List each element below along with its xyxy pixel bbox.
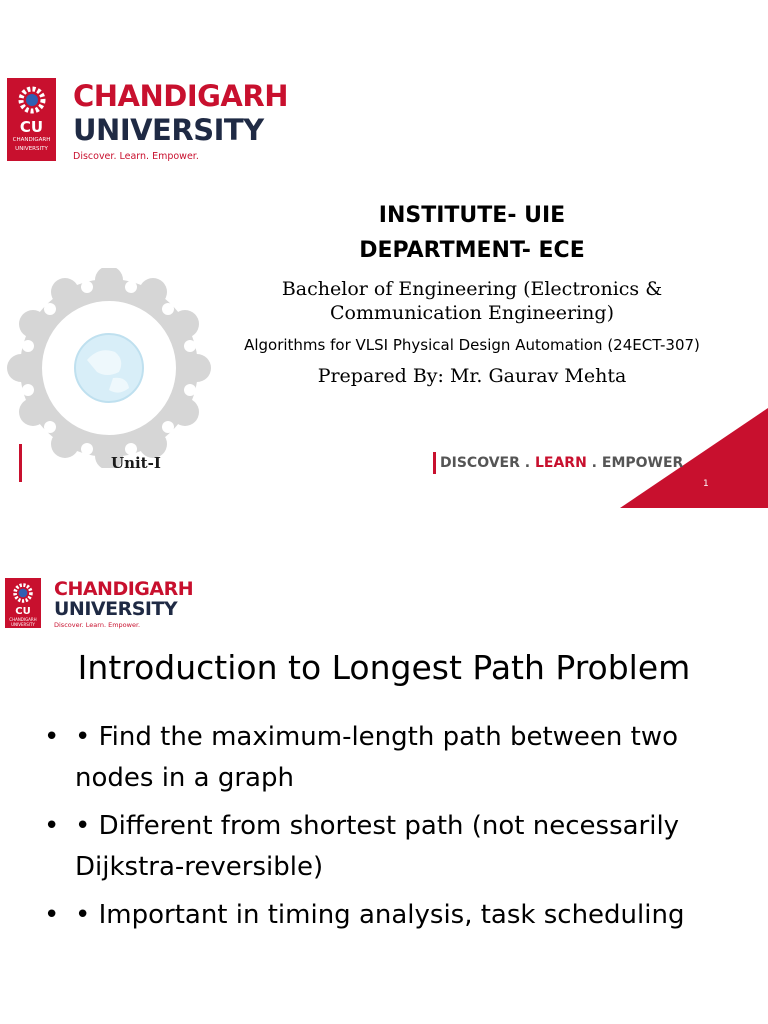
- gear-emblem-icon: [14, 82, 50, 118]
- degree-text: Bachelor of Engineering (Electronics & Communication Engineering): [281, 278, 663, 324]
- motto-separator: .: [519, 455, 535, 471]
- gear-globe-icon: [4, 268, 214, 468]
- bullet-list: [44, 717, 744, 943]
- logo-badge: [7, 78, 56, 161]
- list-item: [44, 717, 744, 799]
- bullet-text: • Different from shortest path (not necessarily Dijkstra-reversible): [75, 811, 680, 882]
- motto-empower: EMPOWER: [601, 455, 684, 471]
- logo-badge-line2: UNIVERSITY: [11, 622, 35, 628]
- prepared-by-text: Prepared By: Mr. Gaurav Mehta: [317, 365, 627, 387]
- university-logo: [7, 78, 288, 162]
- department-heading: DEPARTMENT- ECE: [359, 238, 585, 263]
- logo-badge-line2: UNIVERSITY: [15, 145, 48, 152]
- logo-badge-initials: CU: [19, 118, 44, 136]
- motto-text: [440, 455, 683, 471]
- logo-name-line2: UNIVERSITY: [73, 113, 264, 147]
- slide-title: Introduction to Longest Path Problem: [77, 648, 691, 687]
- logo-badge: [5, 578, 41, 628]
- bullet-marker: •: [44, 722, 60, 752]
- logo-wordmark: [73, 79, 288, 162]
- logo-badge-line1: CHANDIGARH: [12, 137, 51, 143]
- bullet-marker: •: [44, 811, 60, 841]
- red-accent-bar-right: [433, 452, 436, 474]
- motto-separator: .: [586, 455, 602, 471]
- list-item: [44, 895, 744, 936]
- course-text: Algorithms for VLSI Physical Design Automation (24ECT-307): [244, 336, 700, 354]
- logo-tagline: Discover. Learn. Empower.: [54, 621, 141, 629]
- motto-learn: LEARN: [534, 455, 587, 471]
- logo-name-line2: UNIVERSITY: [54, 598, 178, 620]
- university-logo: [5, 578, 193, 629]
- bullet-text: • Find the maximum-length path between two nodes in a graph: [75, 722, 679, 793]
- content-slide: [0, 512, 768, 1024]
- bullet-marker: •: [44, 900, 60, 930]
- list-item: [44, 806, 744, 888]
- bullet-text: • Important in timing analysis, task scheduling: [75, 900, 685, 930]
- logo-name-line1: CHANDIGARH: [73, 79, 288, 113]
- logo-badge-line1: CHANDIGARH: [9, 617, 37, 622]
- gear-emblem-icon: [10, 580, 36, 606]
- red-accent-bar-left: [19, 444, 22, 482]
- logo-badge-initials: CU: [15, 606, 31, 617]
- logo-tagline: Discover. Learn. Empower.: [73, 151, 199, 162]
- page-number: 1: [703, 479, 709, 489]
- logo-wordmark: [54, 580, 193, 629]
- unit-label: Unit-I: [111, 454, 161, 472]
- institute-heading: INSTITUTE- UIE: [378, 203, 566, 228]
- motto-discover: DISCOVER: [440, 455, 520, 471]
- logo-name-line1: CHANDIGARH: [54, 578, 194, 600]
